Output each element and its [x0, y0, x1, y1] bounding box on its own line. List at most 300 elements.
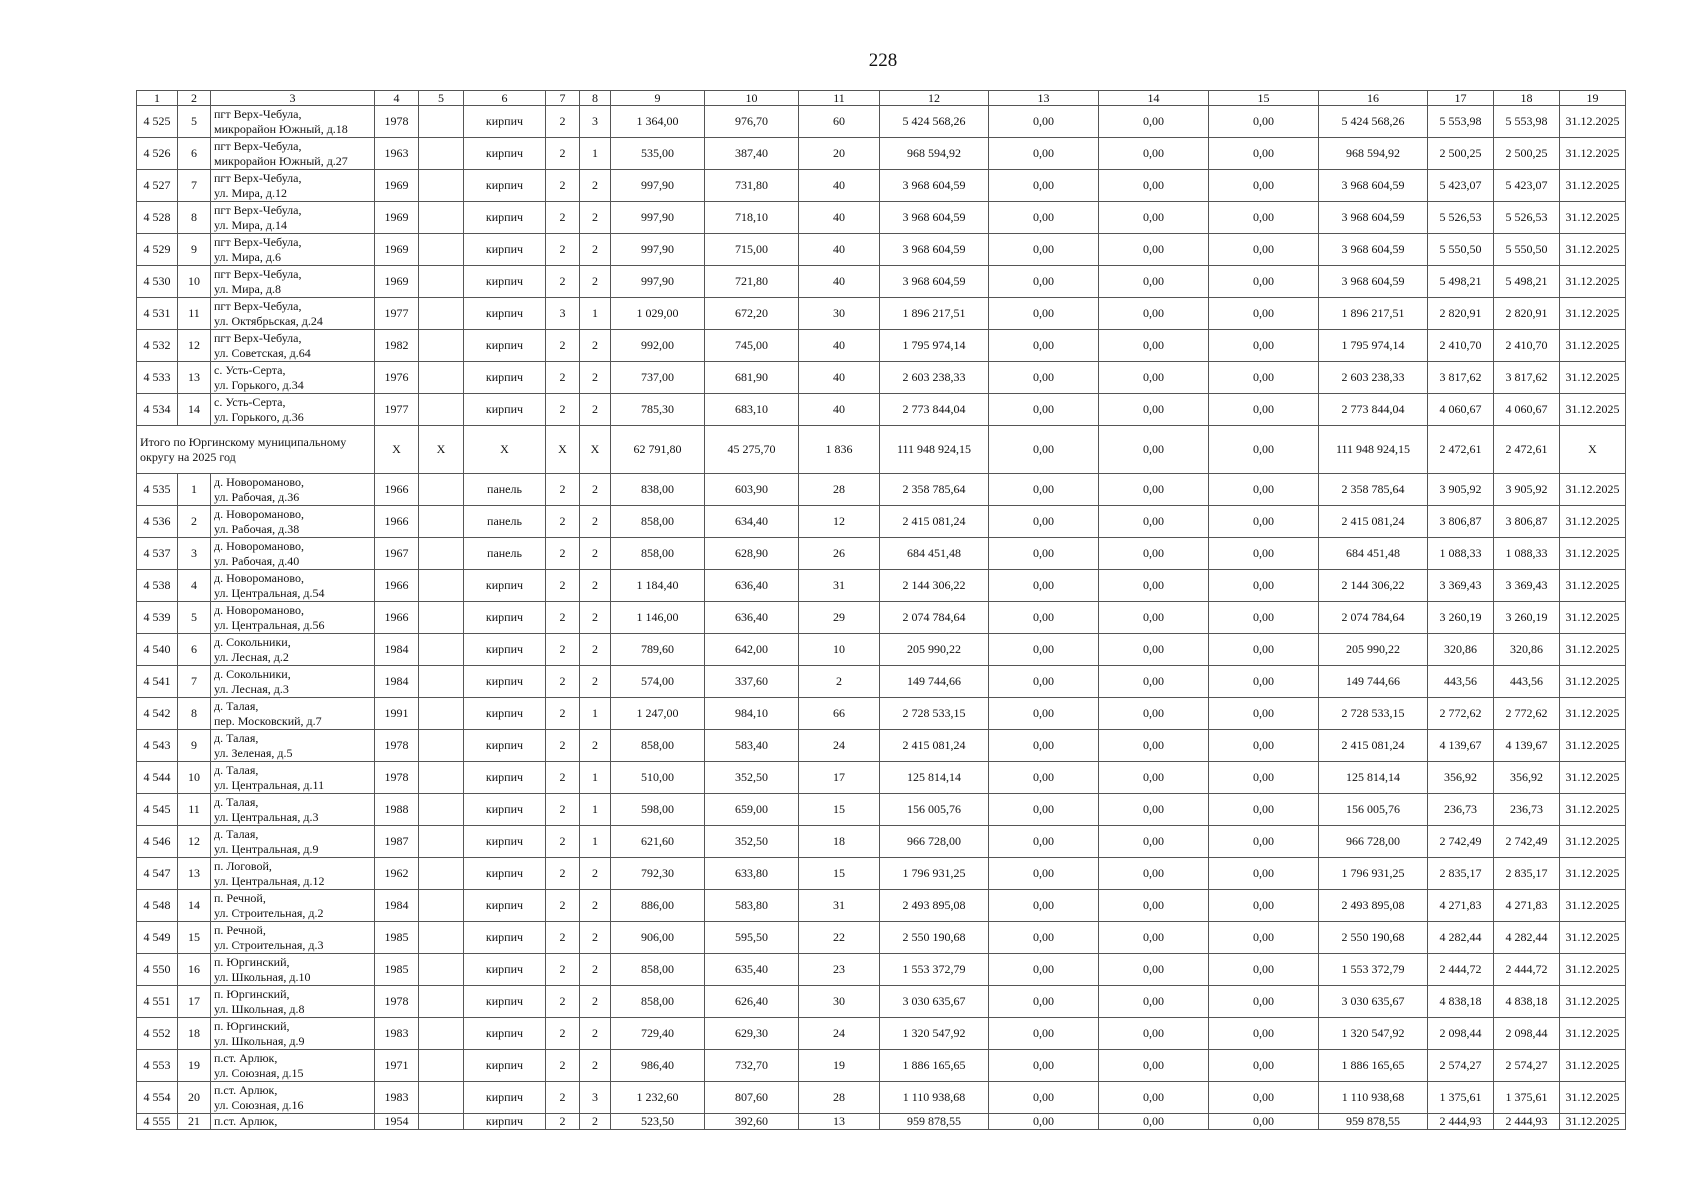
address-line: пгт Верх-Чебула,	[214, 106, 302, 121]
total-area: 997,90	[611, 266, 705, 298]
other-cost: 0,00	[1209, 1018, 1319, 1050]
row-id: 4 527	[137, 170, 178, 202]
address	[211, 954, 375, 986]
max-unit-cost: 2 574,27	[1494, 1050, 1560, 1082]
row-id: 4 551	[137, 986, 178, 1018]
entrances: 2	[580, 538, 611, 570]
other-cost: 0,00	[1209, 954, 1319, 986]
row-id: 4 542	[137, 698, 178, 730]
fund-cost: 0,00	[989, 234, 1099, 266]
address-line: п. Логовой,	[214, 858, 272, 873]
total-area: 997,90	[611, 202, 705, 234]
other-cost: 0,00	[1209, 106, 1319, 138]
repair-cost: 2 415 081,24	[880, 730, 989, 762]
residents: 17	[799, 762, 880, 794]
address	[211, 298, 375, 330]
wall-material: кирпич	[464, 362, 546, 394]
address-line: д. Новороманово,	[214, 570, 304, 585]
column-number-14: 14	[1099, 91, 1209, 106]
budget-cost: 0,00	[1099, 106, 1209, 138]
address-line: ул. Школьная, д.8	[214, 1001, 305, 1016]
wall-material: кирпич	[464, 1082, 546, 1114]
address	[211, 986, 375, 1018]
row-number: 5	[178, 602, 211, 634]
build-year: 1967	[375, 538, 419, 570]
build-year: 1966	[375, 570, 419, 602]
fund-cost: 0,00	[989, 266, 1099, 298]
wall-material: кирпич	[464, 1050, 546, 1082]
address-line: ул. Мира, д.8	[214, 281, 281, 296]
col-5	[419, 170, 464, 202]
deadline: 31.12.2025	[1560, 138, 1626, 170]
address	[211, 202, 375, 234]
deadline: 31.12.2025	[1560, 570, 1626, 602]
floors: 2	[546, 794, 580, 826]
max-unit-cost: 320,86	[1494, 634, 1560, 666]
row-id: 4 549	[137, 922, 178, 954]
col-5	[419, 922, 464, 954]
living-area: 337,60	[705, 666, 799, 698]
fund-cost: 0,00	[989, 762, 1099, 794]
row-id: 4 548	[137, 890, 178, 922]
row-id: 4 536	[137, 506, 178, 538]
entrances: 2	[580, 986, 611, 1018]
row-number: 5	[178, 106, 211, 138]
column-number-9: 9	[611, 91, 705, 106]
repair-cost: 2 773 844,04	[880, 394, 989, 426]
other-cost: 0,00	[1209, 762, 1319, 794]
fund-cost: 0,00	[989, 394, 1099, 426]
col-5	[419, 394, 464, 426]
max-unit-cost: 3 806,87	[1494, 506, 1560, 538]
budget-cost: 0,00	[1099, 1018, 1209, 1050]
table-row	[137, 698, 1626, 730]
address	[211, 1050, 375, 1082]
address-line: ул. Строительная, д.3	[214, 937, 324, 952]
build-year: 1978	[375, 986, 419, 1018]
residents: 19	[799, 1050, 880, 1082]
total-area: 886,00	[611, 890, 705, 922]
build-year: 1978	[375, 106, 419, 138]
address-line: п. Юргинский,	[214, 1018, 290, 1033]
address-line: ул. Мира, д.6	[214, 249, 281, 264]
col-5	[419, 698, 464, 730]
address-line: ул. Центральная, д.11	[214, 777, 325, 792]
column-number-12: 12	[880, 91, 989, 106]
other-cost: 0,00	[1209, 1082, 1319, 1114]
col-5	[419, 986, 464, 1018]
column-number-4: 4	[375, 91, 419, 106]
living-area: 636,40	[705, 602, 799, 634]
budget-cost: 0,00	[1099, 954, 1209, 986]
deadline: 31.12.2025	[1560, 474, 1626, 506]
column-number-11: 11	[799, 91, 880, 106]
residents: 24	[799, 730, 880, 762]
max-unit-cost: 3 905,92	[1494, 474, 1560, 506]
repair-cost: 2 358 785,64	[880, 474, 989, 506]
fund-cost: 0,00	[989, 986, 1099, 1018]
total-year: X	[375, 426, 419, 474]
total-area: 598,00	[611, 794, 705, 826]
row-id: 4 531	[137, 298, 178, 330]
row-number: 11	[178, 298, 211, 330]
total-area: 785,30	[611, 394, 705, 426]
total-area: 858,00	[611, 730, 705, 762]
deadline: 31.12.2025	[1560, 234, 1626, 266]
repair-cost: 3 968 604,59	[880, 266, 989, 298]
fund-cost: 0,00	[989, 170, 1099, 202]
build-year: 1987	[375, 826, 419, 858]
other-cost: 0,00	[1209, 394, 1319, 426]
total-area: 729,40	[611, 1018, 705, 1050]
column-number-8: 8	[580, 91, 611, 106]
repair-cost: 205 990,22	[880, 634, 989, 666]
budget-cost: 0,00	[1099, 234, 1209, 266]
unit-cost: 2 835,17	[1428, 858, 1494, 890]
wall-material: кирпич	[464, 730, 546, 762]
col-5	[419, 730, 464, 762]
total-other-cost: 0,00	[1209, 426, 1319, 474]
residents: 13	[799, 1114, 880, 1130]
budget-cost: 0,00	[1099, 394, 1209, 426]
entrances: 2	[580, 666, 611, 698]
address-line: д. Талая,	[214, 730, 259, 745]
wall-material: кирпич	[464, 986, 546, 1018]
wall-material: кирпич	[464, 266, 546, 298]
table-row	[137, 570, 1626, 602]
row-number: 18	[178, 1018, 211, 1050]
build-year: 1963	[375, 138, 419, 170]
deadline: 31.12.2025	[1560, 538, 1626, 570]
row-id: 4 544	[137, 762, 178, 794]
address-line: д. Новороманово,	[214, 538, 304, 553]
entrances: 1	[580, 298, 611, 330]
repair-cost: 3 968 604,59	[880, 234, 989, 266]
owners-cost: 1 886 165,65	[1319, 1050, 1428, 1082]
address	[211, 570, 375, 602]
budget-cost: 0,00	[1099, 474, 1209, 506]
floors: 2	[546, 362, 580, 394]
col-5	[419, 538, 464, 570]
col-5	[419, 602, 464, 634]
column-number-3: 3	[211, 91, 375, 106]
deadline: 31.12.2025	[1560, 730, 1626, 762]
deadline: 31.12.2025	[1560, 202, 1626, 234]
living-area: 642,00	[705, 634, 799, 666]
residents: 28	[799, 1082, 880, 1114]
address-line: ул. Лесная, д.2	[214, 649, 289, 664]
fund-cost: 0,00	[989, 474, 1099, 506]
deadline: 31.12.2025	[1560, 602, 1626, 634]
address-line: п. Юргинский,	[214, 954, 290, 969]
table-row	[137, 1114, 1626, 1130]
owners-cost: 2 493 895,08	[1319, 890, 1428, 922]
fund-cost: 0,00	[989, 890, 1099, 922]
max-unit-cost: 2 410,70	[1494, 330, 1560, 362]
row-id: 4 530	[137, 266, 178, 298]
owners-cost: 2 358 785,64	[1319, 474, 1428, 506]
address	[211, 826, 375, 858]
deadline: 31.12.2025	[1560, 1082, 1626, 1114]
entrances: 1	[580, 794, 611, 826]
address-line: с. Усть-Серта,	[214, 362, 286, 377]
total-area: 1 232,60	[611, 1082, 705, 1114]
floors: 2	[546, 698, 580, 730]
row-number: 10	[178, 266, 211, 298]
owners-cost: 149 744,66	[1319, 666, 1428, 698]
row-number: 7	[178, 666, 211, 698]
deadline: 31.12.2025	[1560, 634, 1626, 666]
entrances: 2	[580, 474, 611, 506]
row-number: 16	[178, 954, 211, 986]
unit-cost: 5 553,98	[1428, 106, 1494, 138]
entrances: 2	[580, 922, 611, 954]
budget-cost: 0,00	[1099, 506, 1209, 538]
budget-cost: 0,00	[1099, 1050, 1209, 1082]
address	[211, 890, 375, 922]
owners-cost: 966 728,00	[1319, 826, 1428, 858]
build-year: 1969	[375, 170, 419, 202]
residents: 23	[799, 954, 880, 986]
wall-material: кирпич	[464, 762, 546, 794]
other-cost: 0,00	[1209, 890, 1319, 922]
living-area: 976,70	[705, 106, 799, 138]
unit-cost: 3 905,92	[1428, 474, 1494, 506]
repair-cost: 684 451,48	[880, 538, 989, 570]
repair-cost: 966 728,00	[880, 826, 989, 858]
fund-cost: 0,00	[989, 826, 1099, 858]
living-area: 807,60	[705, 1082, 799, 1114]
unit-cost: 2 098,44	[1428, 1018, 1494, 1050]
budget-cost: 0,00	[1099, 794, 1209, 826]
column-number-row	[137, 91, 1626, 106]
row-id: 4 535	[137, 474, 178, 506]
living-area: 626,40	[705, 986, 799, 1018]
row-id: 4 532	[137, 330, 178, 362]
fund-cost: 0,00	[989, 730, 1099, 762]
col-5	[419, 666, 464, 698]
row-number: 12	[178, 330, 211, 362]
entrances: 2	[580, 266, 611, 298]
living-area: 603,90	[705, 474, 799, 506]
column-number-17: 17	[1428, 91, 1494, 106]
floors: 2	[546, 1114, 580, 1130]
fund-cost: 0,00	[989, 330, 1099, 362]
address-line: ул. Зеленая, д.5	[214, 745, 293, 760]
address-line: ул. Мира, д.12	[214, 185, 287, 200]
address-line: ул. Школьная, д.9	[214, 1033, 305, 1048]
wall-material: кирпич	[464, 138, 546, 170]
row-id: 4 529	[137, 234, 178, 266]
deadline: 31.12.2025	[1560, 106, 1626, 138]
living-area: 352,50	[705, 826, 799, 858]
row-id: 4 543	[137, 730, 178, 762]
fund-cost: 0,00	[989, 506, 1099, 538]
total-unit-cost: 2 472,61	[1428, 426, 1494, 474]
wall-material: кирпич	[464, 1018, 546, 1050]
address-line: с. Усть-Серта,	[214, 394, 286, 409]
living-area: 984,10	[705, 698, 799, 730]
build-year: 1969	[375, 234, 419, 266]
row-id: 4 538	[137, 570, 178, 602]
floors: 2	[546, 730, 580, 762]
budget-cost: 0,00	[1099, 634, 1209, 666]
entrances: 2	[580, 1018, 611, 1050]
budget-cost: 0,00	[1099, 1082, 1209, 1114]
address-line: д. Талая,	[214, 698, 259, 713]
floors: 2	[546, 202, 580, 234]
floors: 2	[546, 506, 580, 538]
wall-material: кирпич	[464, 794, 546, 826]
address	[211, 506, 375, 538]
owners-cost: 684 451,48	[1319, 538, 1428, 570]
row-number: 4	[178, 570, 211, 602]
wall-material: кирпич	[464, 890, 546, 922]
entrances: 2	[580, 730, 611, 762]
owners-cost: 156 005,76	[1319, 794, 1428, 826]
living-area: 731,80	[705, 170, 799, 202]
total-area: 1 364,00	[611, 106, 705, 138]
deadline: 31.12.2025	[1560, 298, 1626, 330]
residents: 40	[799, 330, 880, 362]
wall-material: кирпич	[464, 330, 546, 362]
row-number: 6	[178, 634, 211, 666]
build-year: 1966	[375, 474, 419, 506]
total-area: 986,40	[611, 1050, 705, 1082]
total-c7: X	[546, 426, 580, 474]
row-number: 11	[178, 794, 211, 826]
repair-cost: 2 550 190,68	[880, 922, 989, 954]
max-unit-cost: 2 820,91	[1494, 298, 1560, 330]
col-5	[419, 266, 464, 298]
build-year: 1985	[375, 922, 419, 954]
wall-material: панель	[464, 506, 546, 538]
build-year: 1988	[375, 794, 419, 826]
entrances: 2	[580, 1114, 611, 1130]
total-budget-cost: 0,00	[1099, 426, 1209, 474]
address-line: ул. Школьная, д.10	[214, 969, 311, 984]
wall-material: кирпич	[464, 666, 546, 698]
fund-cost: 0,00	[989, 1018, 1099, 1050]
table-row	[137, 634, 1626, 666]
row-number: 14	[178, 394, 211, 426]
deadline: 31.12.2025	[1560, 794, 1626, 826]
unit-cost: 5 498,21	[1428, 266, 1494, 298]
owners-cost: 1 553 372,79	[1319, 954, 1428, 986]
build-year: 1969	[375, 266, 419, 298]
address-line: д. Талая,	[214, 826, 259, 841]
owners-cost: 968 594,92	[1319, 138, 1428, 170]
unit-cost: 4 139,67	[1428, 730, 1494, 762]
floors: 2	[546, 106, 580, 138]
wall-material: панель	[464, 474, 546, 506]
build-year: 1983	[375, 1082, 419, 1114]
total-c8: X	[580, 426, 611, 474]
row-number: 13	[178, 362, 211, 394]
unit-cost: 5 526,53	[1428, 202, 1494, 234]
col-5	[419, 138, 464, 170]
living-area: 721,80	[705, 266, 799, 298]
address-line: ул. Мира, д.14	[214, 217, 287, 232]
floors: 3	[546, 298, 580, 330]
owners-cost: 1 320 547,92	[1319, 1018, 1428, 1050]
table-body	[137, 106, 1626, 1130]
floors: 2	[546, 570, 580, 602]
total-area: 997,90	[611, 170, 705, 202]
entrances: 2	[580, 570, 611, 602]
fund-cost: 0,00	[989, 1114, 1099, 1130]
residents: 10	[799, 634, 880, 666]
deadline: 31.12.2025	[1560, 826, 1626, 858]
other-cost: 0,00	[1209, 794, 1319, 826]
max-unit-cost: 2 835,17	[1494, 858, 1560, 890]
total-area: 621,60	[611, 826, 705, 858]
table-row	[137, 266, 1626, 298]
address-line: ул. Союзная, д.15	[214, 1065, 304, 1080]
max-unit-cost: 356,92	[1494, 762, 1560, 794]
wall-material: кирпич	[464, 602, 546, 634]
repair-cost: 125 814,14	[880, 762, 989, 794]
table-row	[137, 826, 1626, 858]
living-area: 635,40	[705, 954, 799, 986]
repair-cost: 2 415 081,24	[880, 506, 989, 538]
deadline: 31.12.2025	[1560, 890, 1626, 922]
address-line: пгт Верх-Чебула,	[214, 266, 302, 281]
floors: 2	[546, 394, 580, 426]
living-area: 629,30	[705, 1018, 799, 1050]
living-area: 352,50	[705, 762, 799, 794]
budget-cost: 0,00	[1099, 202, 1209, 234]
max-unit-cost: 5 526,53	[1494, 202, 1560, 234]
unit-cost: 443,56	[1428, 666, 1494, 698]
col-5	[419, 106, 464, 138]
address-line: д. Новороманово,	[214, 474, 304, 489]
living-area: 683,10	[705, 394, 799, 426]
row-id: 4 533	[137, 362, 178, 394]
owners-cost: 2 074 784,64	[1319, 602, 1428, 634]
housing-register-table	[136, 90, 1626, 1130]
deadline: 31.12.2025	[1560, 1018, 1626, 1050]
table-row	[137, 394, 1626, 426]
col-5	[419, 634, 464, 666]
col-5	[419, 298, 464, 330]
living-area: 387,40	[705, 138, 799, 170]
unit-cost: 4 271,83	[1428, 890, 1494, 922]
wall-material: кирпич	[464, 570, 546, 602]
build-year: 1984	[375, 634, 419, 666]
row-number: 20	[178, 1082, 211, 1114]
address-line: ул. Горького, д.34	[214, 377, 304, 392]
residents: 40	[799, 266, 880, 298]
repair-cost: 5 424 568,26	[880, 106, 989, 138]
max-unit-cost: 3 817,62	[1494, 362, 1560, 394]
total-area: 858,00	[611, 986, 705, 1018]
repair-cost: 1 886 165,65	[880, 1050, 989, 1082]
col-5	[419, 474, 464, 506]
unit-cost: 3 806,87	[1428, 506, 1494, 538]
budget-cost: 0,00	[1099, 858, 1209, 890]
row-id: 4 526	[137, 138, 178, 170]
row-id: 4 547	[137, 858, 178, 890]
budget-cost: 0,00	[1099, 762, 1209, 794]
floors: 2	[546, 858, 580, 890]
max-unit-cost: 5 550,50	[1494, 234, 1560, 266]
wall-material: кирпич	[464, 298, 546, 330]
fund-cost: 0,00	[989, 698, 1099, 730]
column-number-10: 10	[705, 91, 799, 106]
entrances: 2	[580, 170, 611, 202]
address-line: п.ст. Арлюк,	[214, 1050, 278, 1065]
